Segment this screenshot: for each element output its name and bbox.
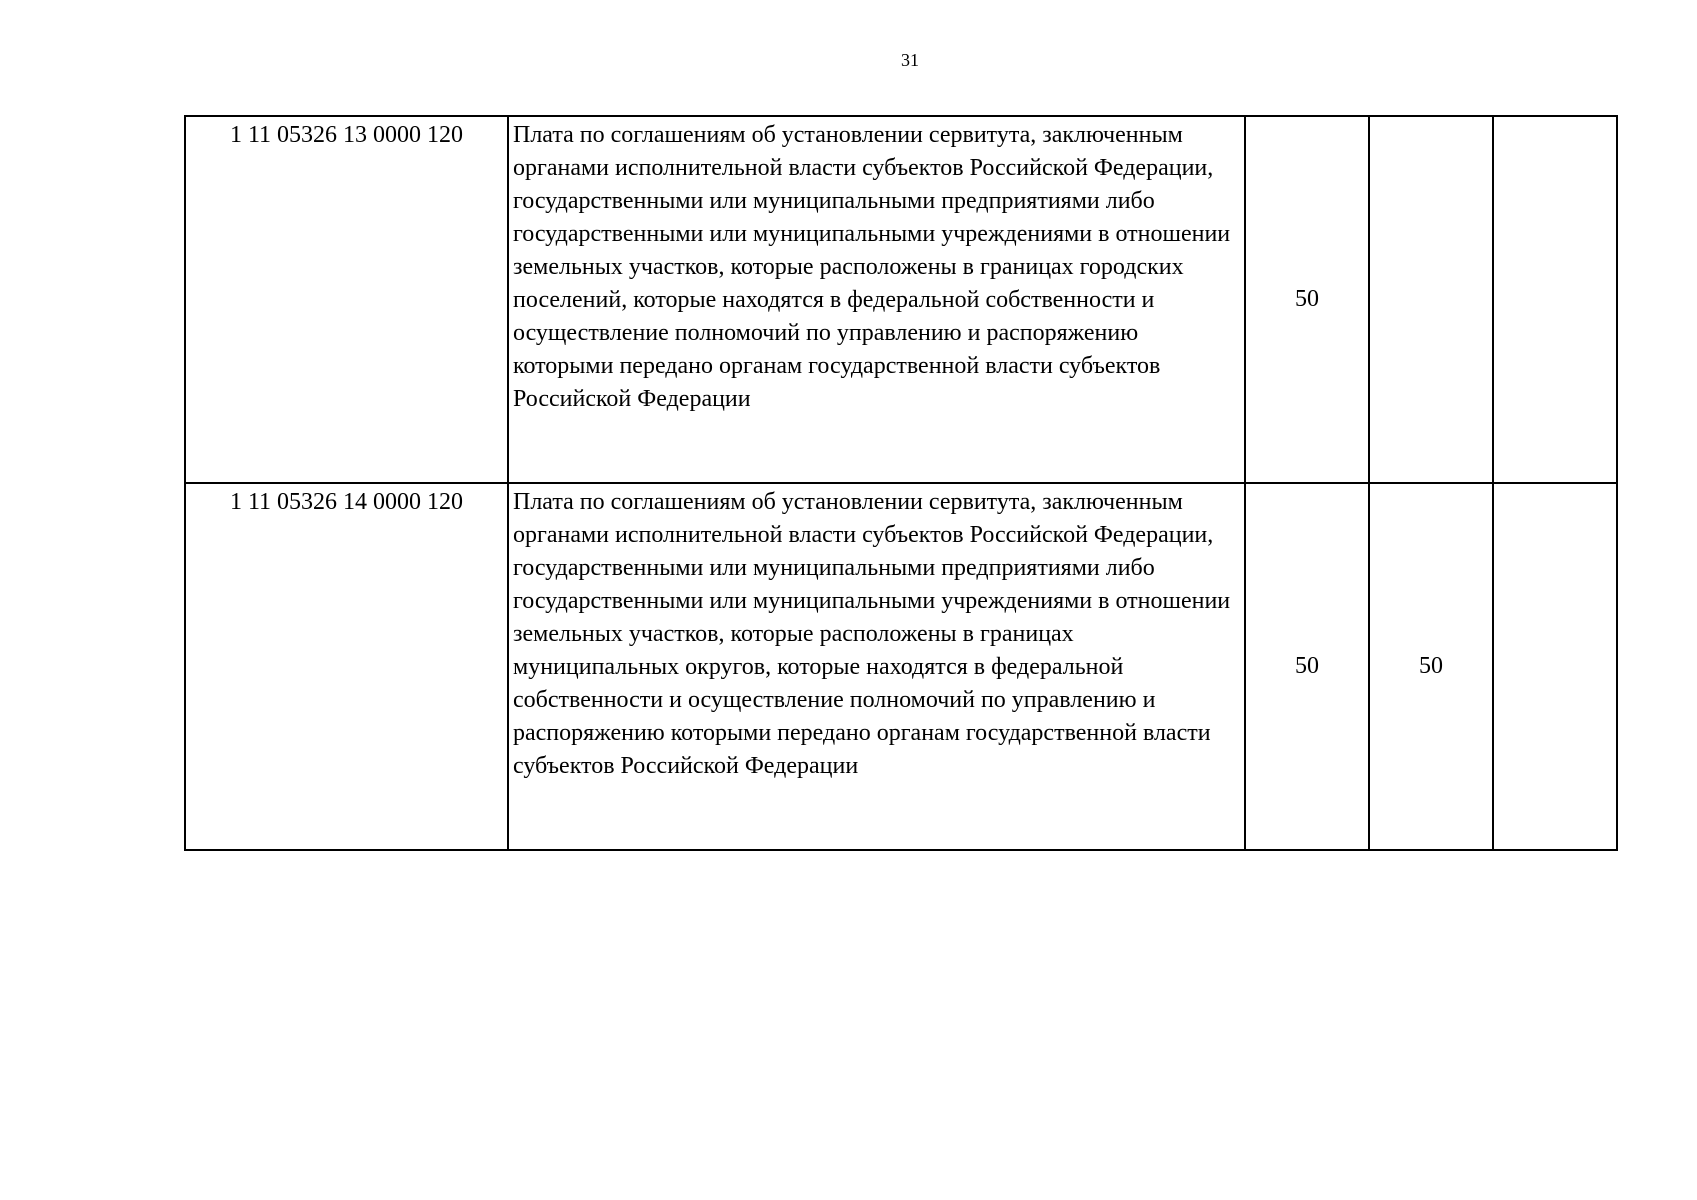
description-cell: Плата по соглашениям об установлении сервитута, заключенным органами исполнительной власти субъектов Российской Федерации, государственными или муниципальными предприятиями либо государственными или муниципальными учреждениями в отношении земельных участков, которые расположены в границах городских поселений, которые находятся в федеральной собственности и осуществление полномочий по управлению и распоряжению которыми передано органам государственной власти субъектов Российской Федерации — [508, 116, 1245, 483]
revenue-table — [184, 115, 1618, 851]
page-number: 31 — [901, 50, 919, 70]
table-row — [185, 116, 1617, 483]
value-cell-1: 50 — [1245, 116, 1369, 483]
value-cell-3 — [1493, 116, 1617, 483]
description-cell: Плата по соглашениям об установлении сервитута, заключенным органами исполнительной власти субъектов Российской Федерации, государственными или муниципальными предприятиями либо государственными или муниципальными учреждениями в отношении земельных участков, которые расположены в границах муниципальных округов, которые находятся в федеральной собственности и осуществление полномочий по управлению и распоряжению которыми передано органам государственной власти субъектов Российской Федерации — [508, 483, 1245, 850]
value-cell-1: 50 — [1245, 483, 1369, 850]
table-row — [185, 483, 1617, 850]
budget-code-cell: 1 11 05326 13 0000 120 — [185, 116, 508, 483]
value-cell-2 — [1369, 116, 1493, 483]
value-cell-2: 50 — [1369, 483, 1493, 850]
value-cell-3 — [1493, 483, 1617, 850]
budget-code-cell: 1 11 05326 14 0000 120 — [185, 483, 508, 850]
